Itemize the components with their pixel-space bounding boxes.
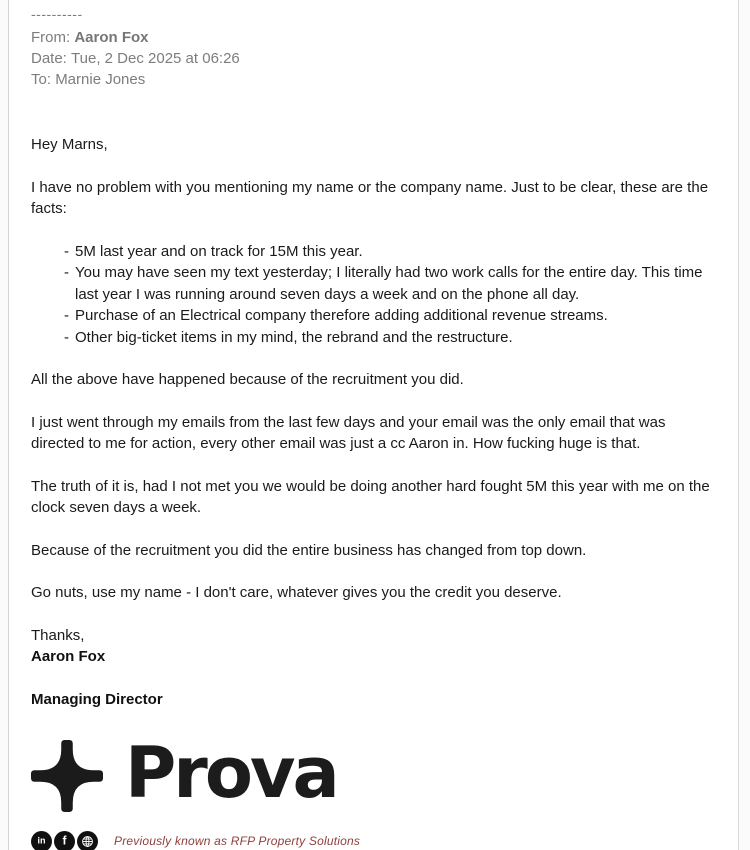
list-item — [64, 262, 721, 305]
paragraph-intro: I have no problem with you mentioning my name or the company name. Just to be clear, these are the facts: — [31, 178, 709, 217]
date-value: Tue, 2 Dec 2025 at 06:26 — [71, 50, 240, 67]
to-line — [31, 69, 718, 90]
linkedin-icon[interactable]: in — [31, 831, 52, 850]
list-item-text: Purchase of an Electrical company therefore adding additional revenue streams. — [75, 307, 608, 324]
paragraph-business: Because of the recruitment you did the entire business has changed from top down. — [31, 541, 587, 559]
date-label: Date: — [31, 50, 67, 67]
paragraph-emails: I just went through my emails from the last few days and your email was the only email that was directed to me for action, every other email was just a cc Aaron in. How fucking huge is that. — [31, 413, 666, 452]
social-links-row — [31, 831, 721, 850]
email-body — [31, 134, 721, 850]
quoted-email-header — [31, 4, 718, 90]
signature-title-block — [31, 689, 721, 711]
signature-closing-block — [31, 625, 721, 668]
email-message-pane — [8, 0, 739, 850]
from-label: From: — [31, 29, 71, 46]
signature-title: Managing Director — [31, 690, 163, 708]
list-item — [64, 305, 721, 327]
list-marker: - — [64, 307, 69, 324]
to-label: To: — [31, 71, 52, 88]
from-name: Aaron Fox — [74, 29, 149, 46]
list-item-text: Other big-ticket items in my mind, the rebrand and the restructure. — [75, 328, 513, 346]
paragraph-gonuts: Go nuts, use my name - I don't care, whatever gives you the credit you deserve. — [31, 584, 562, 601]
prova-logo-wordmark: Prova — [125, 732, 337, 814]
date-line — [31, 48, 718, 69]
list-marker: - — [64, 264, 69, 281]
greeting: Hey Marns, — [31, 136, 108, 153]
prova-logo-mark-icon — [31, 740, 103, 812]
signature-closing: Thanks, — [31, 626, 85, 644]
signature-name: Aaron Fox — [31, 648, 106, 665]
paragraph-recruitment: All the above have happened because of the recruitment you did. — [31, 371, 464, 388]
list-item-text: 5M last year and on track for 15M this year. — [75, 242, 363, 260]
from-line — [31, 27, 718, 48]
globe-glyph — [81, 835, 94, 848]
paragraph-truth: The truth of it is, had I not met you we would be doing another hard fought 5M this year with me on the clock seven days a week. — [31, 477, 710, 516]
list-item — [64, 241, 721, 263]
facts-list — [31, 241, 721, 349]
to-value: Marnie Jones — [55, 71, 146, 88]
list-marker: - — [64, 328, 69, 346]
list-item-text: You may have seen my text yesterday; I literally had two work calls for the entire day. This time last year I was running around seven days a week and on the phone all day. — [75, 264, 703, 303]
quote-separator: ---------- — [31, 6, 83, 22]
company-tagline: Previously known as RFP Property Solutions — [114, 834, 361, 848]
list-item — [64, 327, 721, 349]
company-logo — [31, 732, 721, 814]
facebook-icon[interactable]: f — [54, 831, 75, 850]
website-globe-icon[interactable] — [77, 831, 98, 850]
list-marker: - — [64, 242, 69, 260]
